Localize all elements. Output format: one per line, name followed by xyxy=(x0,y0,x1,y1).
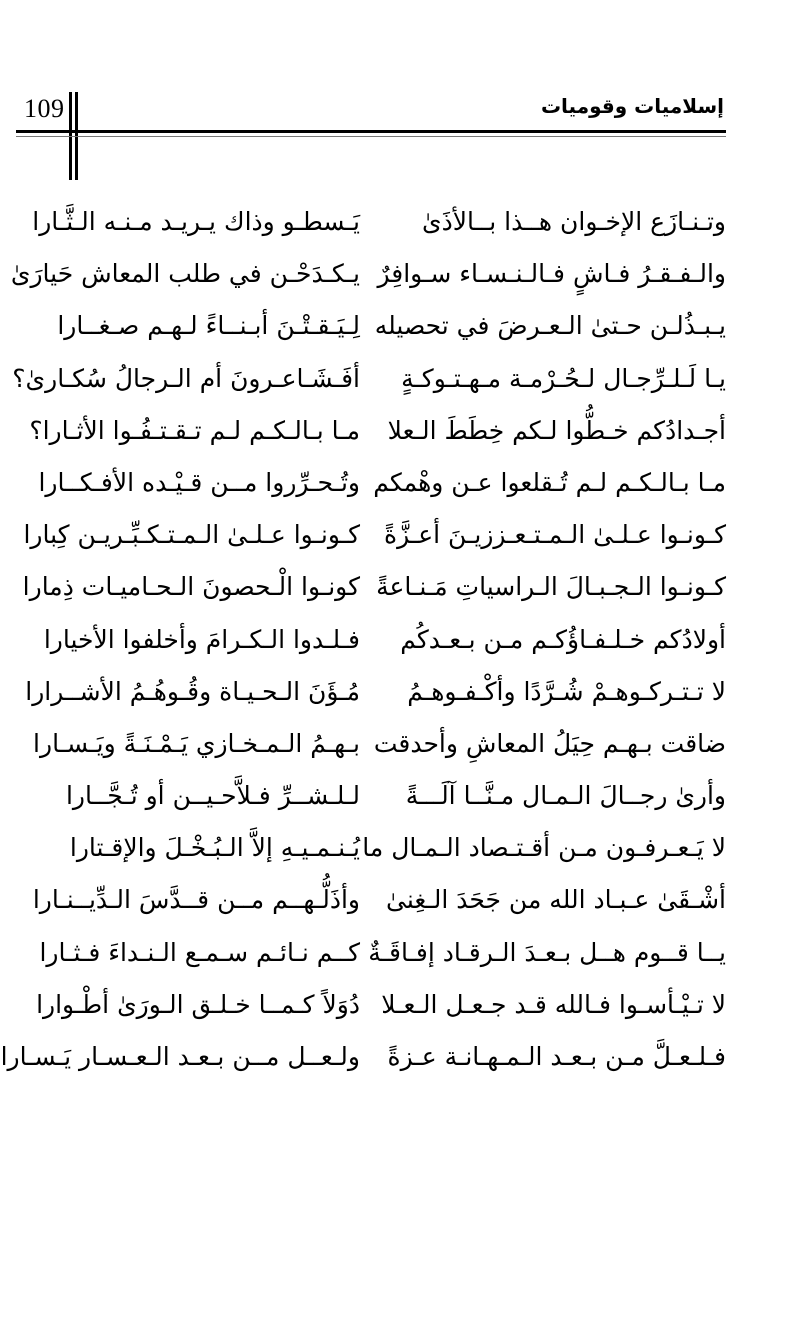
verse xyxy=(20,405,726,457)
verse xyxy=(20,666,726,718)
poem-body xyxy=(0,196,726,1083)
verse-second-hemistich: دُوَلاً كـمــا خـلـق الـورَىٰ أطْـوارا xyxy=(36,989,360,1019)
verse xyxy=(20,979,726,1031)
verse-second-hemistich: لـلـشــرِّ فـلاَّحـيــن أو تُـجَّــارا xyxy=(65,781,360,811)
verse-second-hemistich: فـلـدوا الـكـرامَ وأخلفوا الأخيارا xyxy=(43,624,360,654)
verse-first-hemistich: يـبـذُلـن حـتىٰ الـعـرضَ في تحصيله xyxy=(374,311,726,341)
verse xyxy=(12,353,726,405)
verse xyxy=(20,509,726,561)
verse xyxy=(20,614,726,666)
verse-first-hemistich: لا يَـعـرفـون مـن أقـتـصاد الـمـال ما xyxy=(362,833,726,863)
verse-second-hemistich: كـونـوا عـلـىٰ الـمـتـكـبِّـريـن كِبارا xyxy=(23,520,360,550)
verse-first-hemistich: ضاقت بـهـم حِيَلُ المعاشِ وأحدقت xyxy=(373,728,726,758)
verse-first-hemistich: أجـدادُكم خـطُّوا لـكم خِطَطَ الـعلا xyxy=(387,415,726,445)
verse-first-hemistich: وأرىٰ رجــالَ الـمـال مـنَّــا آلَـــةً xyxy=(405,781,726,811)
verse xyxy=(20,927,726,979)
verse-first-hemistich: يـا لَـلـرِّجـال لـحُـرْمـة مـهـتـوكـةٍ xyxy=(401,363,726,393)
verse-second-hemistich: يُـنـمـيـهِ إلاَّ الـبُـخْـلَ والإقـتارا xyxy=(69,833,360,863)
verse-second-hemistich: يَـسطـو وذاك يـريـد مـنـه الـثَّـارا xyxy=(32,207,360,236)
header-rule-thin xyxy=(16,136,726,137)
verse-first-hemistich: مـا بـالـكـم لـم تُـقلعوا عـن وهْمكم xyxy=(373,467,726,497)
verse-second-hemistich: أفَـشَـاعـرونَ أم الـرجالُ سُكـارىٰ؟ xyxy=(12,363,360,393)
verse xyxy=(20,822,726,874)
verse xyxy=(10,248,726,300)
header-rule xyxy=(16,130,726,133)
page-number: 109 xyxy=(24,94,65,123)
verse-first-hemistich: يــا قــوم هــل بـعـدَ الـرقـاد إفـاقَـةٌ xyxy=(368,937,726,967)
verse xyxy=(20,196,726,248)
verse-second-hemistich: لِـيَـقـتْـنَ أبـنــاءً لـهـم صـغــارا xyxy=(57,311,360,341)
verse-first-hemistich: كـونـوا عـلـىٰ الـمـتـعـززيـنَ أعـزَّةً xyxy=(384,520,726,550)
verse xyxy=(20,718,726,770)
verse-second-hemistich: ولـعــل مــن بـعـد الـعـسـار يَـسـارا xyxy=(0,1042,360,1071)
verse xyxy=(20,874,726,926)
verse-second-hemistich: مُـؤَنَ الـحـيـاة وقُـوهُـمُ الأشــرارا xyxy=(25,676,360,706)
verse-second-hemistich: وأذَلُّـهــم مــن قــدَّسَ الـدِّيــنـارا xyxy=(32,885,360,915)
verse-second-hemistich: بـهـمُ الـمـخـازي يَـمْـنَـةً ويَـسـارا xyxy=(33,728,360,758)
page-header xyxy=(0,0,788,180)
verse-second-hemistich: كونـوا الْـحصونَ الـحـاميـات ذِمارا xyxy=(22,572,360,602)
verse xyxy=(20,300,726,352)
verse-first-hemistich: وتـنـازَع الإخـوان هــذا بــالأذَىٰ xyxy=(422,207,726,236)
verse-second-hemistich: يـكـدَحْـن في طلب المعاش حَيارَىٰ xyxy=(10,259,360,289)
verse-second-hemistich: وتُـحـرِّروا مــن قـيْـده الأفـكــارا xyxy=(38,467,360,497)
running-title: إسلاميات وقوميات xyxy=(540,94,724,118)
verse-first-hemistich: والـفـقـرُ فـاشٍ فـالـنـسـاء سـوافِرٌ xyxy=(377,259,726,289)
verse-second-hemistich: مـا بـالـكـم لـم تـقـتـفُـوا الأثـارا؟ xyxy=(29,415,360,445)
verse-first-hemistich: كـونـوا الـجـبـالَ الـراسياتِ مَـنـاعةً xyxy=(376,572,726,602)
verse-first-hemistich: لا تـتـركـوهـمْ شُـرَّدًا وأكْـفـوهـمُ xyxy=(407,676,726,706)
verse-first-hemistich: أشْـقَىٰ عـبـاد الله من جَحَدَ الـغِنىٰ xyxy=(385,885,726,915)
verse-first-hemistich: فـلـعـلَّ مـن بـعـد الـمـهـانـة عـزةً xyxy=(387,1042,726,1071)
verse-first-hemistich: لا تـيْـأسـوا فـالله قـد جـعـل الـعـلا xyxy=(381,989,726,1019)
verse xyxy=(0,1031,726,1083)
verse xyxy=(20,770,726,822)
verse xyxy=(20,457,726,509)
verse-second-hemistich: كــم نـائـم سـمـع الـنـداءَ فـثـارا xyxy=(39,937,360,967)
verse-first-hemistich: أولادُكم خـلـفـاؤُكـم مـن بـعـدكُم xyxy=(400,624,726,654)
verse xyxy=(20,561,726,613)
